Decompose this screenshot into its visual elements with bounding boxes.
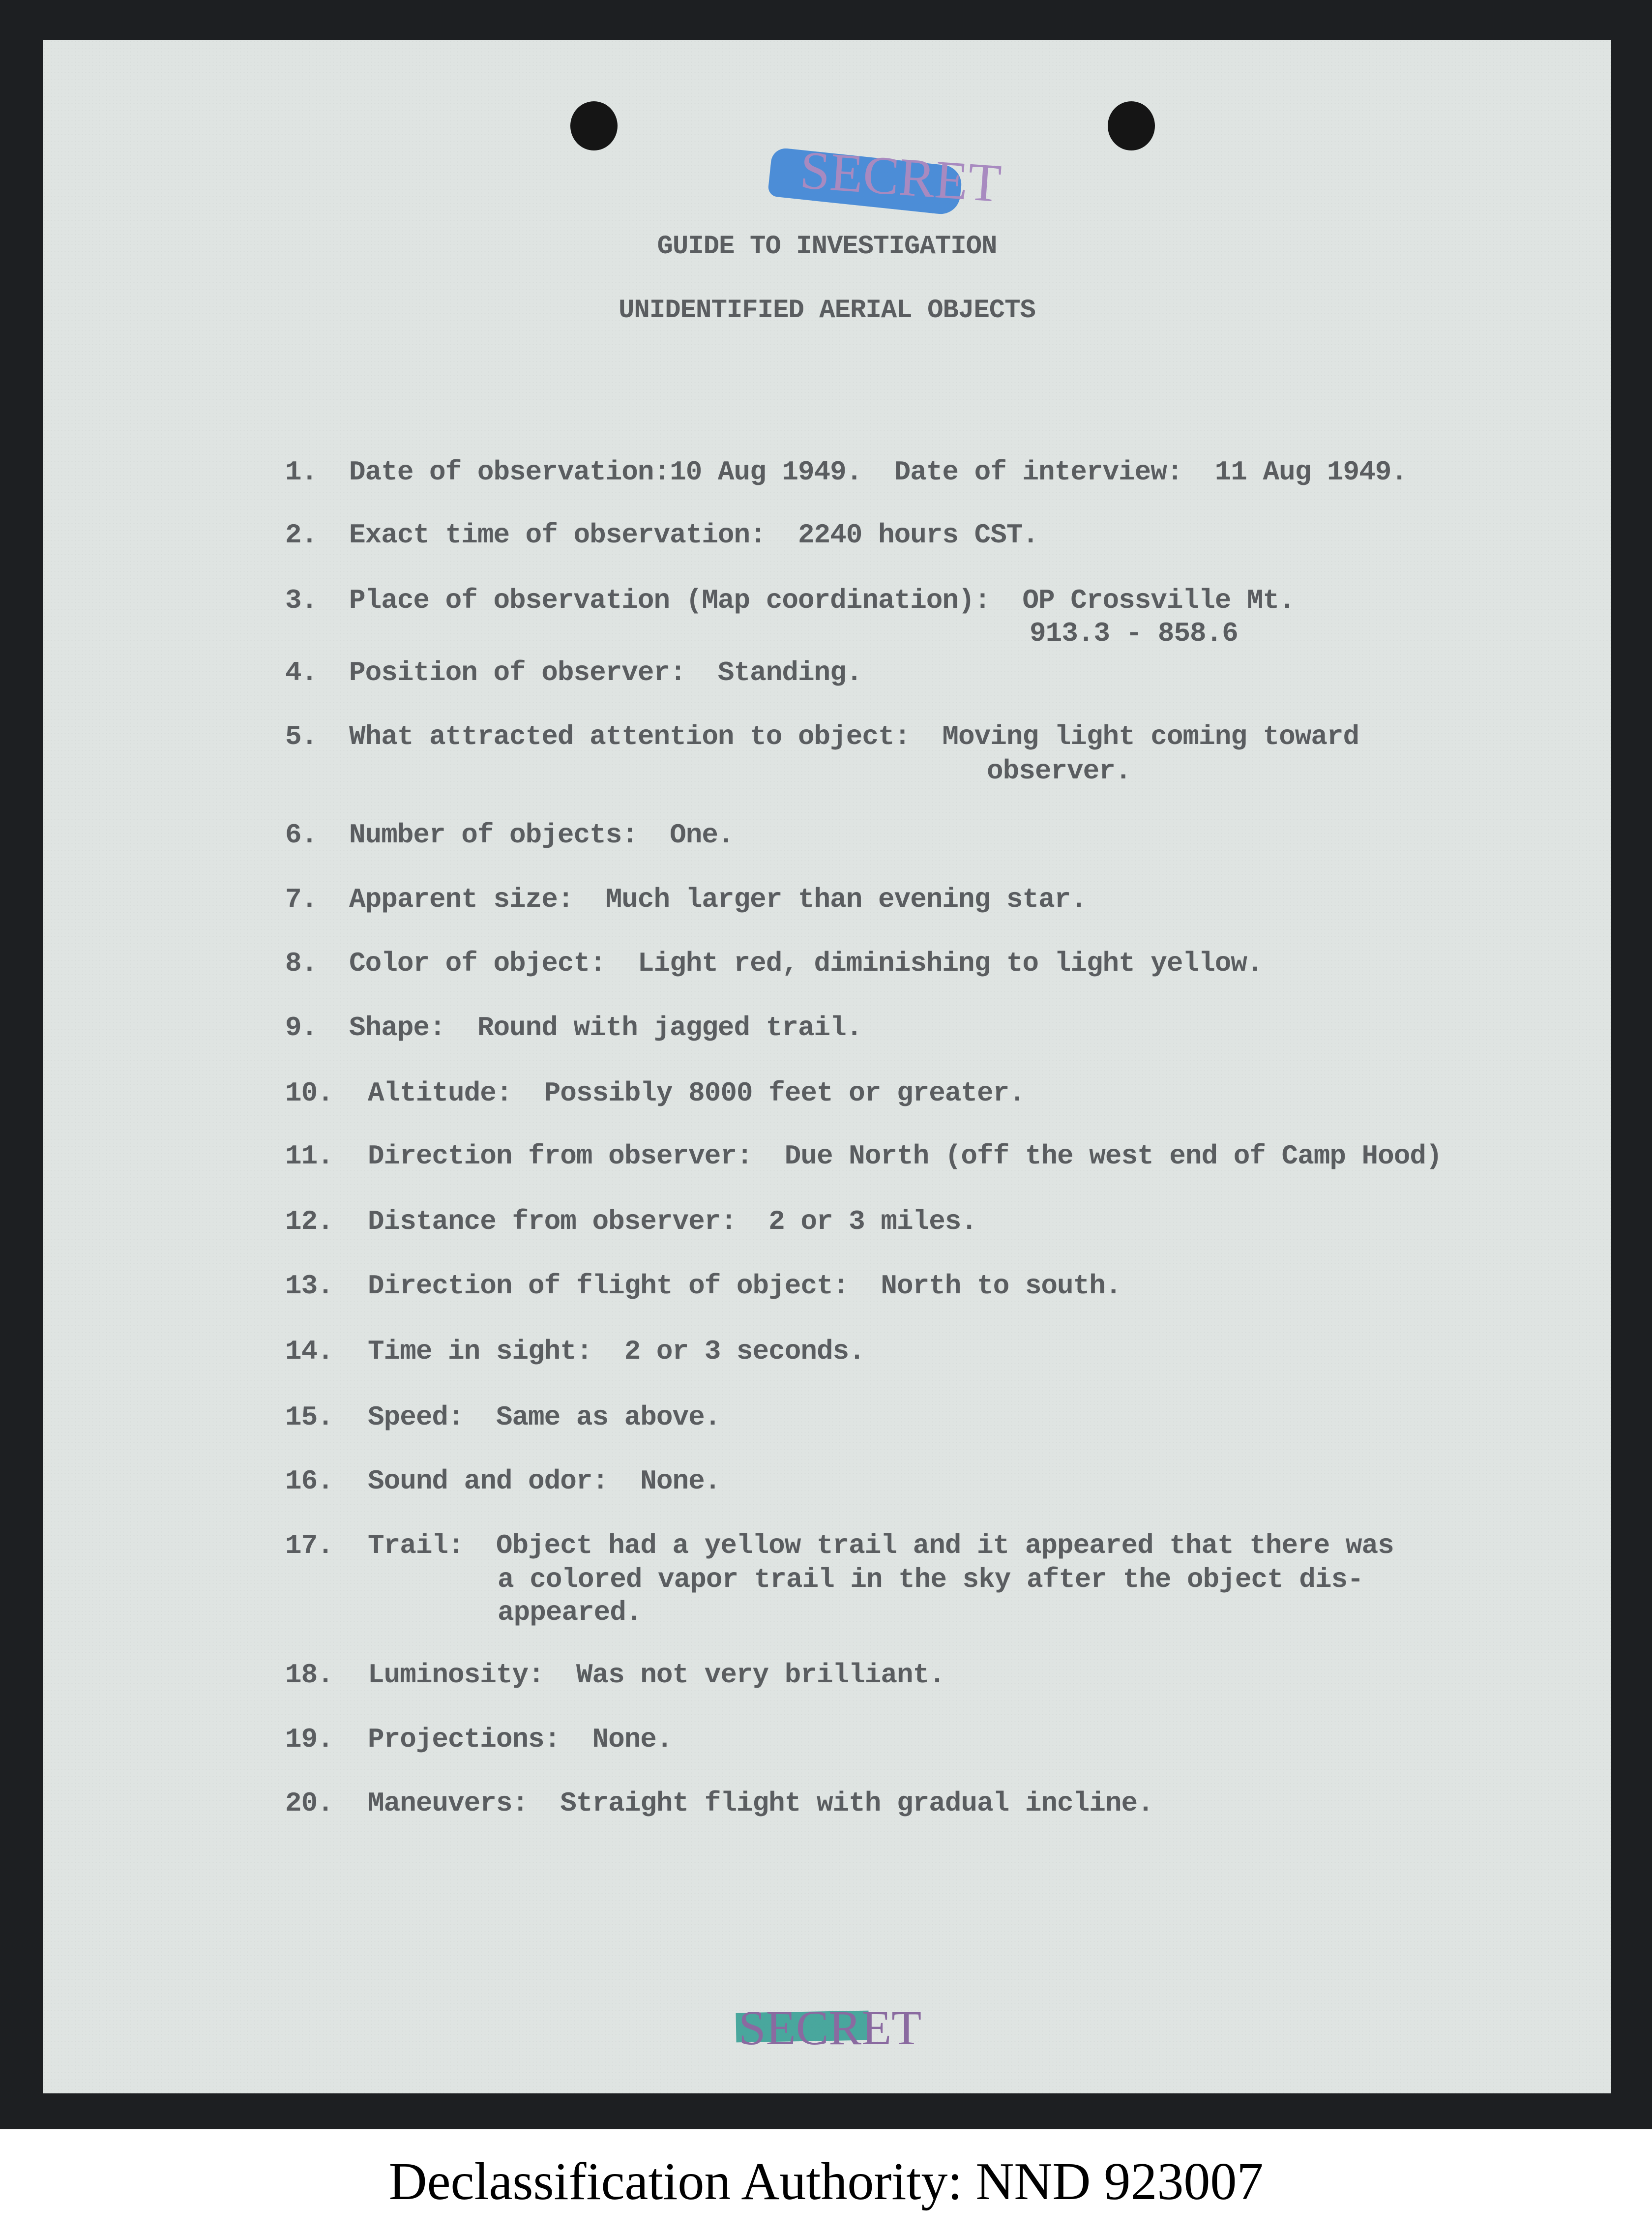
item-number: 3. [285,585,318,616]
item-text-continued: a colored vapor trail in the sky after the object dis- [498,1564,1363,1595]
item-number: 1. [285,456,318,488]
item-text: Speed: Same as above. [368,1401,721,1433]
punch-hole-right [1108,101,1155,150]
item-text: Luminosity: Was not very brilliant. [368,1659,945,1691]
item-text: Distance from observer: 2 or 3 miles. [368,1206,977,1237]
item-text: Altitude: Possibly 8000 feet or greater. [368,1077,1025,1109]
item-text: Direction from observer: Due North (off the west end of Camp Hood) [368,1140,1442,1172]
item-number: 15. [285,1401,333,1433]
item-text: Date of observation:10 Aug 1949. Date of interview: 11 Aug 1949. [349,456,1407,488]
item-text: Number of objects: One. [349,819,734,851]
item-number: 20. [285,1788,333,1819]
item-text: Time in sight: 2 or 3 seconds. [368,1336,865,1367]
item-number: 16. [285,1465,333,1497]
secret-stamp-bottom: SECRET [738,2000,922,2055]
item-number: 5. [285,721,318,752]
item-text: Direction of flight of object: North to south. [368,1270,1121,1302]
item-text: Place of observation (Map coordination): OP Crossville Mt. [349,585,1295,616]
item-number: 14. [285,1336,333,1367]
item-text: Exact time of observation: 2240 hours CST. [349,519,1039,551]
item-number: 17. [285,1530,333,1561]
item-text-continued: observer. [987,755,1131,787]
item-number: 18. [285,1659,333,1691]
item-number: 8. [285,948,318,979]
item-number: 12. [285,1206,333,1237]
item-text: Shape: Round with jagged trail. [349,1012,862,1043]
document-subtitle: UNIDENTIFIED AERIAL OBJECTS [619,296,1035,326]
item-number: 19. [285,1724,333,1755]
item-number: 2. [285,519,318,551]
item-text-continued: 913.3 - 858.6 [1030,618,1238,649]
item-number: 10. [285,1077,333,1109]
item-text: Projections: None. [368,1724,673,1755]
document-page [43,40,1611,2093]
item-text: Trail: Object had a yellow trail and it appeared that there was [368,1530,1394,1561]
item-number: 6. [285,819,318,851]
document-title: GUIDE TO INVESTIGATION [657,232,997,262]
item-number: 7. [285,884,318,915]
item-number: 4. [285,657,318,688]
item-number: 11. [285,1140,333,1172]
item-text: Maneuvers: Straight flight with gradual incline. [368,1788,1153,1819]
item-number: 9. [285,1012,318,1043]
item-text: Color of object: Light red, diminishing to light yellow. [349,948,1263,979]
punch-hole-left [570,101,618,150]
item-number: 13. [285,1270,333,1302]
item-text: What attracted attention to object: Moving light coming toward [349,721,1359,752]
item-text: Sound and odor: None. [368,1465,721,1497]
item-text: Apparent size: Much larger than evening star. [349,884,1087,915]
secret-stamp-top: SECRET [798,139,1003,214]
declassification-caption: Declassification Authority: NND 923007 [388,2152,1264,2211]
item-text: Position of observer: Standing. [349,657,862,688]
item-text-continued: appeared. [498,1597,642,1628]
